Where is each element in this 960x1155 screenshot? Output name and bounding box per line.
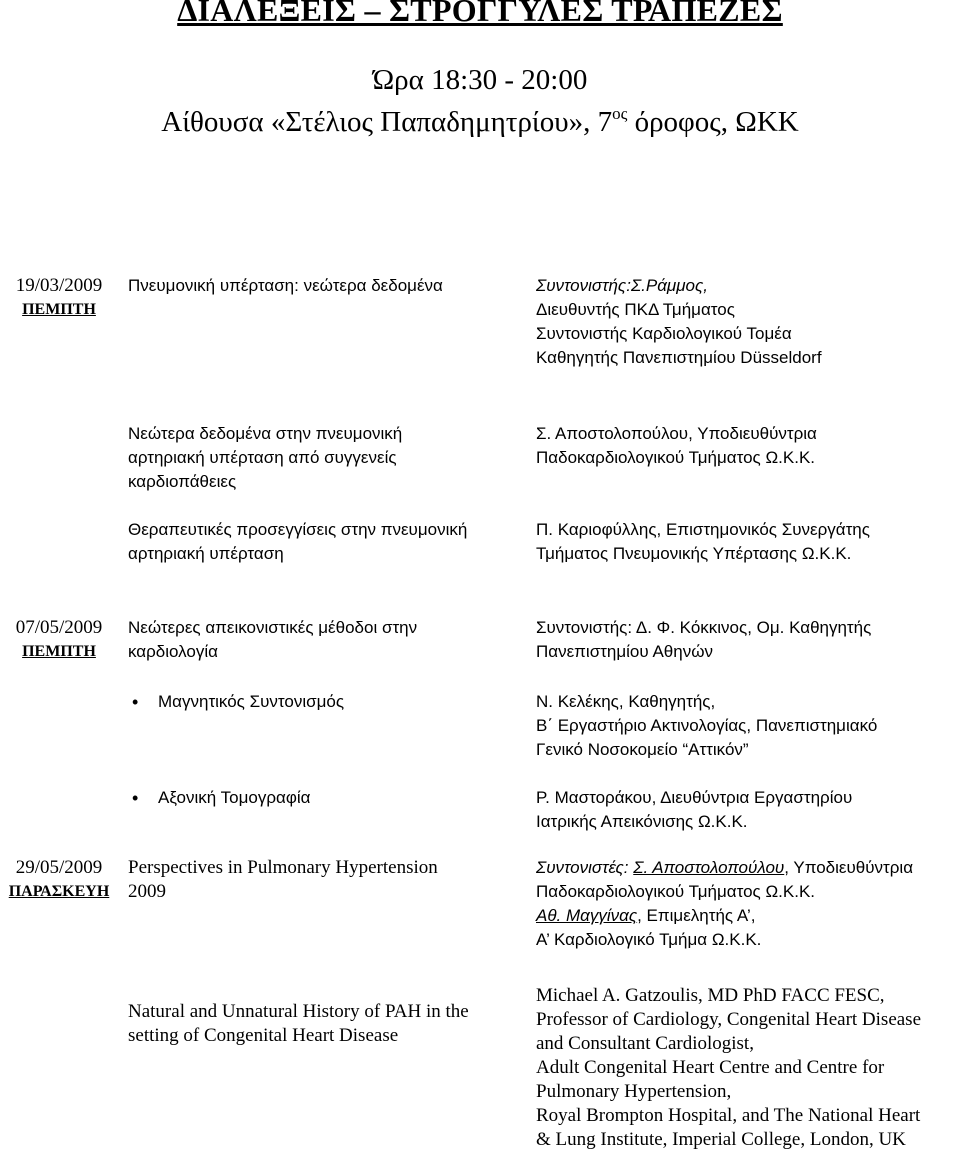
session-2-topic <box>128 616 417 664</box>
speaker-line: Adult Congenital Heart Centre and Centre for <box>536 1057 885 1078</box>
day-value: ΠΕΜΠΤΗ <box>22 301 96 318</box>
speaker-line: Professor of Cardiology, Congenital Heart Disease <box>536 1009 922 1030</box>
coord-name: Αθ. Μαγγίνας <box>536 906 638 925</box>
speaker-line: Ρ. Μαστοράκου, Διευθύντρια Εργαστηρίου <box>536 788 853 807</box>
speaker-line: Γενικό Νοσοκομείο “Αττικόν” <box>536 740 749 759</box>
talk-line: Νεώτερα δεδομένα στην πνευμονική <box>128 424 403 443</box>
coord-line: Συντονιστής: Δ. Φ. Κόκκινος, Ομ. Καθηγητής <box>536 618 872 637</box>
session-3-topic <box>128 856 438 904</box>
session-date-3 <box>0 856 118 904</box>
coord-rest: , Επιμελητής Α’, <box>637 906 756 925</box>
venue-suffix: όροφος, ΩΚΚ <box>627 106 799 138</box>
coord-line: Α’ Καρδιολογικό Τμήμα Ω.Κ.Κ. <box>536 930 762 949</box>
day-value: ΠΕΜΠΤΗ <box>22 643 96 660</box>
talk-line: Θεραπευτικές προσεγγίσεις στην πνευμονική <box>128 520 468 539</box>
coord-line: Συντονιστής Καρδιολογικού Τομέα <box>536 324 792 343</box>
speaker-line: and Consultant Cardiologist, <box>536 1033 754 1054</box>
session-date-1 <box>4 274 114 322</box>
coord-rest: , Υποδιευθύντρια <box>784 858 914 877</box>
topic-line: Νεώτερες απεικονιστικές μέθοδοι στην <box>128 618 418 637</box>
speaker-line: Michael A. Gatzoulis, MD PhD FACC FESC, <box>536 985 885 1006</box>
speaker-line: Royal Brompton Hospital, and The National Heart <box>536 1105 921 1126</box>
speaker-line: Ν. Κελέκης, Καθηγητής, <box>536 692 716 711</box>
speaker-line: Β΄ Εργαστήριο Ακτινολογίας, Πανεπιστημιακό <box>536 716 878 735</box>
session-1-coordinator <box>536 274 822 370</box>
speaker-line: Σ. Αποστολοπούλου, Υποδιευθύντρια <box>536 424 817 443</box>
coord-line: Παδοκαρδιολογικού Τμήματος Ω.Κ.Κ. <box>536 882 816 901</box>
talk-line: καρδιοπάθειες <box>128 472 237 491</box>
session-2-speaker-1 <box>536 690 877 762</box>
session-1-talk-2 <box>128 518 467 566</box>
speaker-line: Π. Καριοφύλλης, Επιστημονικός Συνεργάτης <box>536 520 870 539</box>
session-3-coordinators <box>536 856 913 952</box>
venue-sup: ος <box>612 104 628 123</box>
session-2-coordinator <box>536 616 871 664</box>
coord-name: Σ.Ράμμος, <box>630 276 708 295</box>
session-time: Ώρα 18:30 - 20:00 <box>372 64 588 96</box>
session-date-2 <box>4 616 114 664</box>
coord-label: Συντονιστές: <box>536 858 629 877</box>
day-value: ΠΑΡΑΣΚΕΥΗ <box>8 883 110 900</box>
topic-line: Perspectives in Pulmonary Hypertension <box>128 857 438 878</box>
session-2-speaker-2 <box>536 786 852 834</box>
speaker-line: & Lung Institute, Imperial College, London, UK <box>536 1129 906 1150</box>
talk-line: Natural and Unnatural History of PAH in the <box>128 1001 469 1022</box>
venue-prefix: Αίθουσα «Στέλιος Παπαδημητρίου», 7 <box>161 106 613 138</box>
session-3-speaker <box>536 984 921 1152</box>
speaker-line: Pulmonary Hypertension, <box>536 1081 732 1102</box>
page-title: ΔΙΑΛΕΞΕΙΣ – ΣΤΡΟΓΓΥΛΕΣ ΤΡΑΠΕΖΕΣ <box>177 0 783 28</box>
session-3-talk <box>128 1000 469 1048</box>
date-value: 07/05/2009 <box>15 617 103 638</box>
session-2-bullet-1: • Μαγνητικός Συντονισμός <box>158 690 344 714</box>
coord-name: Σ. Αποστολοπούλου <box>633 858 785 877</box>
speaker-line: Ιατρικής Απεικόνισης Ω.Κ.Κ. <box>536 812 748 831</box>
date-value: 29/05/2009 <box>15 857 103 878</box>
topic-line: καρδιολογία <box>128 642 218 661</box>
coord-line: Διευθυντής ΠΚΔ Τμήματος <box>536 300 735 319</box>
session-1-speaker-2 <box>536 518 870 566</box>
date-value: 19/03/2009 <box>15 275 103 296</box>
venue <box>0 104 960 139</box>
speaker-line: Παδοκαρδιολογικού Τμήματος Ω.Κ.Κ. <box>536 448 816 467</box>
talk-line: αρτηριακή υπέρταση από συγγενείς <box>128 448 397 467</box>
coord-line: Πανεπιστημίου Αθηνών <box>536 642 713 661</box>
session-1-speaker-1 <box>536 422 817 470</box>
talk-line: setting of Congenital Heart Disease <box>128 1025 399 1046</box>
topic-line: 2009 <box>128 881 166 902</box>
speaker-line: Τμήματος Πνευμονικής Υπέρτασης Ω.Κ.Κ. <box>536 544 852 563</box>
session-2-bullet-2: • Αξονική Τομογραφία <box>158 786 310 810</box>
talk-line: αρτηριακή υπέρταση <box>128 544 284 563</box>
coord-label: Συντονιστής: <box>536 276 631 295</box>
session-1-talk-1 <box>128 422 402 494</box>
session-1-topic: Πνευμονική υπέρταση: νεώτερα δεδομένα <box>128 276 443 295</box>
coord-line: Καθηγητής Πανεπιστημίου Düsseldorf <box>536 348 822 367</box>
